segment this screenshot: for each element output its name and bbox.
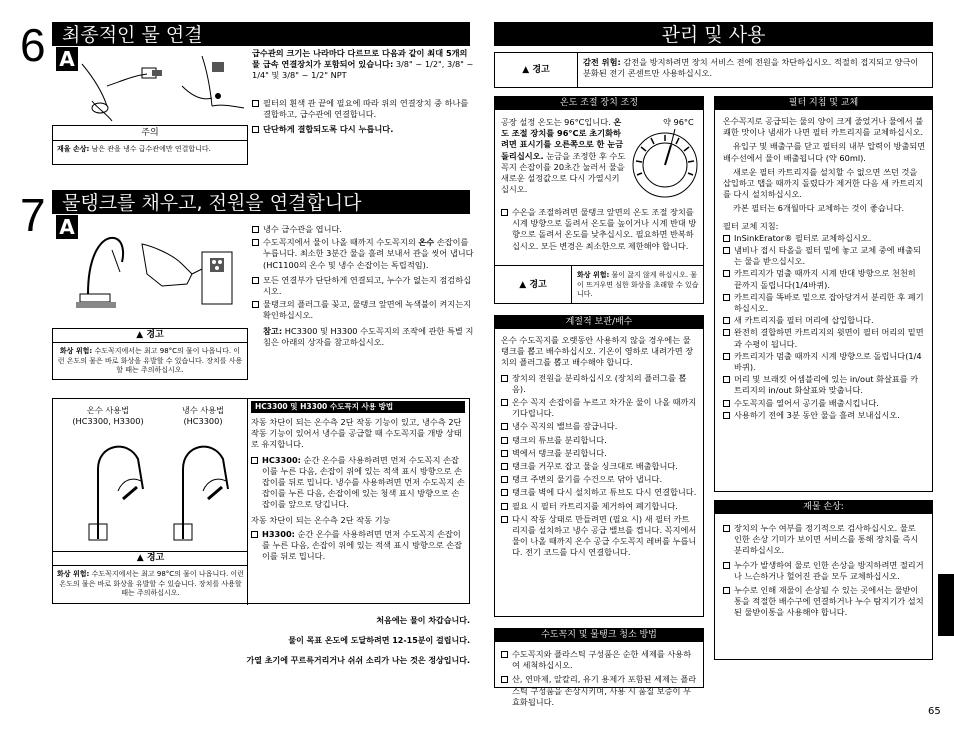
checkbox-square — [501, 463, 508, 470]
cleaning-header: 수도꼭지 및 물탱크 청소 방법 — [495, 629, 703, 642]
footnote-line: 물이 목표 온도에 도달하려면 12-15분이 걸립니다. — [288, 636, 470, 646]
warning-label: 경고 — [146, 553, 165, 563]
temp-p1-part: 공장 설정 온도는 96°C입니다. — [501, 117, 614, 127]
temp-p1-part: 눈금을 조정한 후 수도꼭지 손잡이를 20초간 눌러서 물을 새로운 설정값으로 다시 가열시키십시오. — [501, 150, 626, 195]
warning-icon: ▲ — [136, 330, 144, 340]
item-text: 냄비나 접시 타올을 필터 밑에 놓고 교체 중에 배출되는 물을 받으십시오. — [734, 245, 921, 267]
item-text: 다시 작동 상태로 만들려면 (필요 시) 새 필터 카트리지를 설치하고 냉수 공급 밸브를 켭니다. 꼭지에서 물이 나올 때까지 온수 공급 수도꼭지 레버를 누릅니다. 전기 코드를 다시 연결합니다. — [512, 513, 697, 558]
checkbox-item — [723, 327, 926, 349]
checkbox-square — [501, 516, 508, 523]
footnote-line: 가열 초기에 꾸르륵거리거나 쉬쉬 소리가 나는 것은 정상입니다. — [246, 656, 470, 666]
item-text: 누수로 인해 재물이 손상될 수 있는 곳에서는 물받이통을 적절한 배수구에 연결하거나 누수 탐지기가 설치된 물받이통을 사용해야 합니다. — [734, 585, 924, 618]
item-text: 탱크를 거꾸로 잡고 물을 싱크대로 배출합니다. — [512, 461, 678, 472]
warning-body: 수도꼭지에서는 최고 98°C의 물이 나옵니다. 이런 온도의 물은 바로 화상을 유발할 수 있습니다. 장치를 사용할 때는 주의하십시오. — [57, 347, 243, 374]
checkbox-item — [501, 207, 697, 252]
checkbox-item — [501, 448, 697, 459]
checkbox-square — [501, 375, 508, 382]
filter-body — [715, 110, 932, 421]
warning-title — [53, 329, 247, 343]
item-text: 벽에서 탱크를 분리합니다. — [512, 447, 607, 458]
item-text: 카트리지가 멈출 때까지 시계 반대 방향으로 천천히 끝까지 돌립니다(1/4바퀴). — [734, 268, 916, 290]
item-text: 수도꼭지를 열어서 공기를 배출시킵니다. — [734, 397, 879, 408]
checkbox-item — [723, 560, 926, 582]
item-text: 탱크의 튜브를 분리합니다. — [512, 434, 607, 445]
checkbox-square — [723, 412, 730, 419]
faucet-usage-box — [52, 398, 470, 604]
item-bold: HC3300: — [262, 454, 301, 465]
checkbox-square — [723, 329, 730, 336]
item-text: 산, 연마제, 알칼리, 유기 용제가 포함된 세제는 플라스틱 구성품을 손상시키며, 사용 시 품질 보증이 무효화됩니다. — [512, 674, 697, 707]
filter-header: 필터 지침 및 교체 — [715, 97, 932, 110]
item-bold: H3300: — [262, 528, 295, 539]
warning-label: 경고 — [532, 65, 550, 75]
cold-model: (HC3300) — [183, 416, 223, 427]
hot-usage-label — [63, 405, 153, 427]
warning-title — [53, 551, 248, 566]
checkbox-square — [501, 651, 508, 658]
item-text: 탱크 주변의 물기를 수건으로 닦아 냅니다. — [512, 474, 663, 485]
step-6-checklist — [252, 96, 474, 136]
faucet-p1: 자동 차단이 되는 온수측 2단 작동 기능이 있고, 냉수측 2단 작동 기능이 있어서 냉수를 공급할 때 수도꼭지를 개방 상태로 유지합니다. — [251, 417, 462, 450]
checkbox-item — [501, 474, 697, 485]
checkbox-square — [252, 301, 259, 308]
checkbox-square — [501, 423, 508, 430]
checkbox-square — [251, 457, 258, 464]
filter-p4: 카본 필터는 6개월마다 교체하는 것이 좋습니다. — [733, 203, 905, 214]
step-7-illustration — [52, 214, 248, 326]
cleaning-box — [494, 628, 704, 707]
checkbox-square — [501, 676, 508, 683]
checkbox-square — [723, 562, 730, 569]
checkbox-square — [723, 270, 730, 277]
cleaning-list — [495, 642, 703, 708]
faucet-drawings — [63, 429, 238, 549]
hot-model: (HC3300, H3300) — [72, 416, 144, 427]
filter-box — [714, 96, 933, 492]
item-text: 새 카트리지를 필터 머리에 삽입합니다. — [734, 315, 874, 326]
step-7-number: 7 — [20, 189, 46, 241]
checkbox-square — [252, 239, 259, 246]
temp-p1 — [501, 117, 627, 195]
checkbox-item — [501, 421, 697, 432]
warning-body: 수도꼭지에서는 최고 98°C의 물이 나옵니다. 이런 온도의 물은 바로 화상을 유발할 수 있습니다. 장치를 사용할 때는 주의하십시오. — [59, 570, 244, 597]
item-part: 손잡이를 누릅니다. 최소한 3분간 물을 흘려 보내서 관을 씻어 냅니다 (HC1100의 온수 및 냉수 손잡이는 독립적임). — [263, 237, 474, 270]
checkbox-item — [501, 397, 697, 419]
footnote-line: 처음에는 물이 차갑습니다. — [376, 616, 470, 625]
checkbox-square — [723, 317, 730, 324]
checkbox-item — [501, 487, 697, 498]
warning-bold: 화상 위험: — [59, 347, 93, 355]
care-warning-box — [494, 52, 933, 88]
item-text: 장치의 누수 여부를 정기적으로 검사하십시오. 물로 인한 손상 기미가 보이면 서비스를 통해 장치를 즉시 분리하십시오. — [734, 523, 919, 556]
seasonal-list — [501, 373, 697, 559]
step-6-intro-sizes: 3/8" ~ 1/2", 3/8" ~ 1/4" 및 3/8" ~ 1/2" NPT — [252, 59, 474, 81]
page-number: 65 — [928, 706, 941, 717]
checkbox-item — [501, 435, 697, 446]
hot-label: 온수 사용법 — [86, 405, 130, 415]
checkbox-square — [252, 100, 259, 107]
filter-list — [723, 233, 926, 421]
checkbox-item — [252, 237, 474, 271]
filter-p2: 유입구 및 배출구를 닫고 필터의 내부 압력이 방출되면 배수선에서 물이 배출됩니다 (약 60ml). — [723, 141, 926, 163]
seasonal-box — [494, 315, 704, 617]
checkbox-item — [251, 455, 465, 511]
item-text: 수도꼭지와 플라스틱 구성품은 순한 세제를 사용하여 세척하십시오. — [512, 649, 692, 671]
checkbox-item — [723, 315, 926, 326]
warning-body: 감전을 방지하려면 장치 서비스 전에 전원을 차단하십시오. 적절히 접지되고 양극이 분화된 전기 콘센트만 사용하십시오. — [583, 57, 919, 79]
checkbox-item — [723, 585, 926, 619]
checkbox-square — [501, 437, 508, 444]
caution-bold: 재울 손상: — [57, 145, 90, 153]
item-text: 카트리지를 똑바로 밑으로 잡아당겨서 분리한 후 폐기하십시오. — [734, 291, 924, 314]
faucet-header: HC3300 및 H3300 수도꼭지 사용 방법 — [251, 401, 465, 413]
item-text: 누수가 발생하여 물로 인한 손상을 방지하려면 절리거나 느슨하거나 헐어진 관을 모두 교체하십시오. — [734, 559, 924, 581]
item-part: 순간 온수를 사용하려면 먼저 수도꼭지 손잡이를 누른 다음, 손잡이 위에 있는 적색 표시 방향으로 손잡이를 뒤로 밉니다. 냉수를 사용하려면 먼저 수도꼭지 손잡이를 누른 다음, 손잡이에 있는 청색 표시 방향으로 손잡이를 앞으로 당깁니다. — [262, 454, 465, 510]
item-text: 모든 연결부가 단단하게 연결되고, 누수가 없는지 점검하십시오. — [263, 274, 472, 297]
faucet-illustration-panel — [53, 399, 248, 605]
temp-header: 온도 조절 장치 조정 — [495, 97, 703, 110]
item-text: 수온을 조절하려면 물탱크 앞면의 온도 조절 장치를 시계 방향으로 돌려서 온도를 높이거나 시계 반대 방향으로 돌려서 온도를 낮추십시오. 필요하면 반복하십시오. 모든 변경은 최소한으로 제한해야 합니다. — [512, 207, 697, 251]
item-text: 완전히 결합하면 카트리지의 윗면이 필터 머리의 밑면과 수평이 됩니다. — [734, 327, 924, 349]
item-part: 수도꼭지에서 물이 나올 때까지 수도꼭지의 — [263, 237, 419, 248]
caution-body: 남은 관을 냉수 급수관에만 연결합니다. — [91, 145, 211, 153]
checkbox-item — [723, 398, 926, 409]
step-7-checklist — [252, 222, 474, 348]
warning-text — [577, 271, 699, 300]
filter-p3: 새로운 필터 카트리지를 설치할 수 없으면 쓰던 것을 삽입하고 탭을 때까지 돌렸다가 제거한 다음 새 카트리지를 다시 설치하십시오. — [723, 166, 924, 200]
faucet-p2: 자동 차단이 되는 온수측 2단 작동 기능 — [251, 514, 391, 525]
checkbox-square — [501, 450, 508, 457]
item-text: 단단하게 결합되도록 다시 누릅니다. — [263, 124, 394, 135]
temp-box — [494, 96, 704, 304]
warning-label: 경고 — [529, 280, 547, 290]
checkbox-square — [723, 235, 730, 242]
checkbox-square — [723, 294, 730, 301]
filter-sub: 필터 교체 지침: — [723, 220, 779, 231]
checkbox-item — [501, 674, 697, 708]
warning-text — [53, 343, 247, 380]
thermostat-dial-icon — [627, 127, 703, 201]
water-damage-header: 재물 손상: — [715, 501, 932, 514]
checkbox-item — [723, 268, 926, 290]
checkbox-square — [252, 226, 259, 233]
step-6-intro-bold: 급수관의 크기는 나라마다 다르므로 다음과 같이 최대 5개의 물 급속 연결장치가 포함되어 있습니다: — [252, 48, 468, 70]
filter-p1: 온수꼭지로 공급되는 물의 양이 크게 줄었거나 물에서 불쾌한 맛이나 냄새가 나면 필터 카트리지를 교체하십시오. — [723, 116, 924, 138]
checkbox-item — [251, 529, 465, 563]
item-text: 물탱크의 플러그를 꽂고, 물탱크 앞면에 녹색불이 켜지는지 확인하십시오. — [263, 299, 472, 321]
checkbox-square — [723, 525, 730, 532]
temp-p1-bold: 온도 조절 장치를 96°C로 초기화하려면 표시기를 오른쪽으로 한 눈금 돌리십시오. — [501, 117, 624, 161]
checkbox-square — [501, 503, 508, 510]
item-text — [263, 237, 474, 271]
checkbox-item — [723, 292, 926, 314]
warning-bold: 화상 위험: — [57, 570, 90, 578]
checkbox-item — [252, 124, 474, 135]
item-text: InSinkErator® 필터로 교체하십시오. — [734, 232, 872, 243]
warning-icon: ▲ — [519, 280, 527, 290]
item-text: 냉수 급수관을 엽니다. — [263, 224, 342, 234]
checkbox-square — [501, 489, 508, 496]
item-part: 순간 온수를 사용하려면 먼저 수도꼭지 손잡이를 누른 다음, 손잡이 위에 있는 적색 표시 방향으로 손잡이를 뒤로 밉니다. — [262, 528, 463, 562]
care-title: 관리 및 사용 — [494, 22, 933, 46]
warning-bold: 화상 위험: — [577, 271, 610, 279]
seasonal-header: 계절적 보관/배수 — [495, 316, 703, 329]
checkbox-item — [501, 649, 697, 671]
checkbox-item — [501, 514, 697, 559]
faucet-warning — [53, 551, 248, 603]
item-text: 장치의 전원을 분리하십시오 (장치의 플러그를 뽑음). — [512, 372, 687, 394]
footnotes — [200, 615, 470, 667]
step-7-letter: A — [56, 215, 78, 239]
note-text: HC3300 및 H3300 수도꼭지의 조작에 관한 특별 지침은 아래의 상자를 참고하십시오. — [263, 325, 474, 347]
dial-label: 약 96°C — [663, 117, 694, 127]
checkbox-item — [723, 351, 926, 373]
checkbox-item — [501, 501, 697, 512]
checkbox-square — [501, 476, 508, 483]
item-text: 사용하기 전에 3분 동안 물을 흘려 보내십시오. — [734, 409, 900, 420]
temp-warning — [495, 265, 703, 304]
note-bold: 참고: — [263, 325, 283, 336]
warning-icon: ▲ — [136, 553, 144, 563]
item-text: 온수 꼭지 손잡이를 누르고 차가운 물이 나올 때까지 기다립니다. — [512, 397, 697, 419]
step-7-note — [263, 326, 474, 348]
warning-title — [495, 266, 572, 304]
step-6-title: 최종적인 물 연결 — [52, 22, 470, 46]
item-text — [262, 529, 465, 563]
checkbox-item — [723, 410, 926, 421]
cold-label: 냉수 사용법 — [181, 405, 225, 415]
warning-icon: ▲ — [522, 65, 530, 75]
item-text: 냉수 꼭지의 밸브를 잠급니다. — [512, 421, 618, 432]
checkbox-item — [723, 233, 926, 244]
page-tab-marker — [938, 574, 954, 636]
caution-title: 주의 — [53, 126, 247, 141]
step-6-illustration — [52, 46, 248, 126]
checkbox-item — [252, 224, 474, 235]
checkbox-item — [723, 523, 926, 557]
item-text: 탱크를 벽에 다시 설치하고 튜브도 다시 연결합니다. — [512, 487, 697, 498]
cold-usage-label — [163, 405, 243, 427]
warning-label: 경고 — [146, 330, 164, 340]
checkbox-item — [252, 98, 474, 120]
checkbox-item — [252, 299, 474, 321]
item-text: 머리 및 브래킷 어셈블리에 있는 in/out 화살표를 카트리지의 in/out 화살표와 맞춥니다. — [734, 374, 919, 396]
caution-text — [53, 141, 247, 159]
care-warning-title — [495, 53, 578, 87]
warning-bold: 감전 위험: — [583, 57, 621, 67]
checkbox-square — [501, 399, 508, 406]
item-bold: 온수 — [418, 237, 435, 248]
seasonal-p1: 온수 수도꼭지를 오랫동안 사용하지 않을 경우에는 물탱크를 뽑고 배수하십시오. 기온이 영하로 내려가면 장치의 플러그를 뽑고 배수해야 합니다. — [501, 335, 694, 368]
checkbox-item — [501, 373, 697, 395]
checkbox-item — [723, 374, 926, 396]
checkbox-square — [252, 126, 259, 133]
checkbox-square — [723, 587, 730, 594]
water-damage-list — [715, 514, 932, 619]
checkbox-square — [723, 247, 730, 254]
checkbox-square — [723, 400, 730, 407]
checkbox-square — [501, 209, 508, 216]
faucet-instructions — [251, 401, 465, 562]
step-6-letter: A — [56, 47, 78, 71]
step-7-warning-box — [52, 328, 248, 380]
checkbox-square — [252, 277, 259, 284]
seasonal-body — [495, 329, 703, 559]
step-6-caution-box — [52, 125, 248, 165]
step-7-title: 물탱크를 채우고, 전원을 연결합니다 — [52, 190, 470, 214]
item-text — [262, 455, 465, 511]
warning-body: 물이 끓지 않게 하십시오. 물이 뜨거우면 심한 화상을 초래할 수 있습니다. — [577, 271, 699, 298]
water-damage-box — [714, 500, 933, 660]
checkbox-item — [252, 275, 474, 297]
item-text: 필터의 흰색 관 끝에 필요에 따라 위의 연결장치 중 하나를 결합하고, 급수관에 연결합니다. — [263, 98, 469, 120]
checkbox-square — [723, 353, 730, 360]
care-warning-text — [583, 57, 928, 79]
step-6-intro — [252, 48, 474, 82]
step-6-number: 6 — [20, 19, 46, 71]
checkbox-item — [501, 461, 697, 472]
item-text: 카트리지가 멈출 때까지 시계 방향으로 돌립니다(1/4바퀴). — [734, 350, 922, 373]
checkbox-square — [251, 531, 258, 538]
item-text: 필요 시 필터 카트리지를 제거하여 폐기합니다. — [512, 500, 678, 511]
checkbox-item — [723, 245, 926, 267]
warning-text — [53, 566, 248, 603]
checkbox-square — [723, 376, 730, 383]
